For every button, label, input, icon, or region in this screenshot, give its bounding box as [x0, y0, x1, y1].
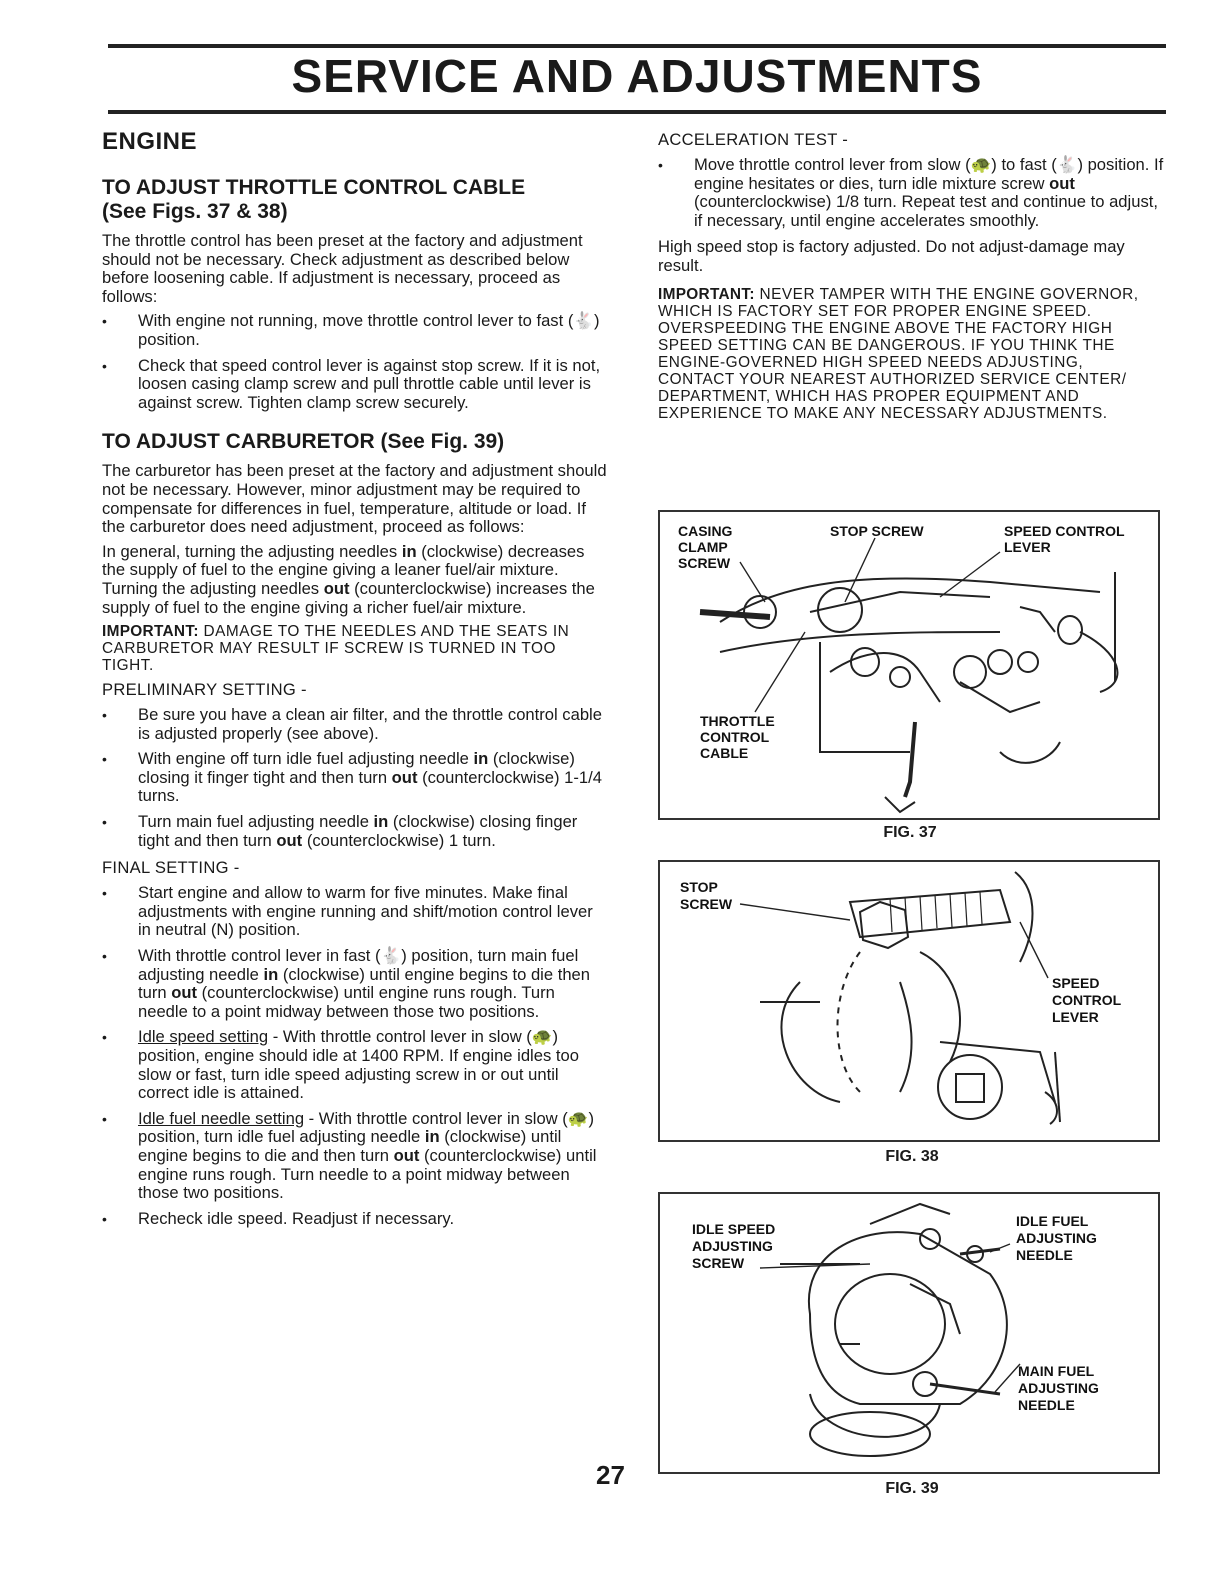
accel-out: out [1049, 173, 1075, 193]
fig39-label-idle-speed-1: IDLE SPEED [692, 1221, 776, 1237]
fig39-label-idle-speed-3: SCREW [692, 1255, 745, 1271]
fig37-label-speed-2: LEVER [1004, 539, 1051, 555]
throttle-step-1: • With engine not running, move throttle control lever to fast (🐇) position. [102, 312, 608, 349]
final-step-2 [102, 947, 608, 1021]
final-step-3 [102, 1028, 608, 1102]
final2-text-c: (counterclockwise) until engine runs rough. Turn needle to a point midway between those two positions. [138, 983, 555, 1021]
figure-39-drawing [660, 1194, 1158, 1472]
carb-intro: The carburetor has been preset at the factory and adjustment should not be necessary. However, minor adjustment may be required to compensate for differences in fuel, temperature, altitude or load. If the carburetor does need adjustment, proceed as follows: [102, 461, 607, 537]
fig39-label-idle-speed-2: ADJUSTING [692, 1238, 773, 1254]
high-speed-note: High speed stop is factory adjusted. Do not adjust-damage may result. [658, 237, 1125, 275]
left-column [102, 128, 608, 1236]
carb-general-out: out [323, 578, 350, 598]
figure-38 [658, 860, 1160, 1142]
figure-37-caption: FIG. 37 [883, 824, 937, 841]
governor-important [658, 286, 1164, 422]
idle-speed-setting-title: Idle speed setting [138, 1027, 269, 1047]
right-column [658, 130, 1164, 428]
carb-general-text-c: (counterclockwise) increases the supply of fuel to the engine giving a richer fuel/air mixture. [102, 578, 595, 617]
final-steps [102, 884, 608, 1228]
carb-important-text: DAMAGE TO THE NEEDLES AND THE SEATS IN CARBURETOR MAY RESULT IF SCREW IS TURNED IN TOO TIGHT. [102, 623, 570, 675]
prelim2-in: in [473, 749, 489, 769]
prelim-step-1: • Be sure you have a clean air filter, and the throttle control cable is adjusted properly (see above). [102, 706, 608, 743]
carb-heading: TO ADJUST CARBURETOR (See Fig. 39) [102, 430, 505, 454]
header-rule-top [108, 44, 1166, 48]
fig38-label-stop-1: STOP [680, 879, 718, 895]
prelim2-text-a: With engine off turn idle fuel adjusting needle [138, 749, 474, 769]
fig37-label-casing-2: CLAMP [678, 539, 728, 555]
figure-37-drawing [660, 512, 1158, 818]
figure-38-drawing [660, 862, 1158, 1140]
final-setting-label: FINAL SETTING - [102, 858, 240, 878]
figure-38-caption: FIG. 38 [885, 1148, 939, 1165]
fig38-label-speed-3: LEVER [1052, 1009, 1099, 1025]
fig38-label-speed-1: SPEED [1052, 975, 1100, 991]
prelim2-text-b: (clockwise) closing it finger tight and then turn [138, 749, 575, 787]
preliminary-steps [102, 706, 608, 850]
prelim3-text-b: (clockwise) closing finger tight and then turn [138, 812, 578, 850]
acceleration-step-1 [658, 156, 1164, 230]
final-step-4 [102, 1110, 608, 1203]
throttle-heading-line1: TO ADJUST THROTTLE CONTROL CABLE [102, 176, 526, 199]
fig39-label-idle-fuel-3: NEEDLE [1016, 1247, 1073, 1263]
fig37-label-throttle-2: CONTROL [700, 729, 770, 745]
prelim-step-3 [102, 813, 608, 850]
fig38-label-speed-2: CONTROL [1052, 992, 1122, 1008]
accel-text-b: (counterclockwise) 1/8 turn. Repeat test and continue to adjust, if necessary, until engine accelerates smoothly. [694, 192, 1158, 230]
prelim3-in: in [373, 812, 389, 832]
fig39-label-main-fuel-3: NEEDLE [1018, 1397, 1075, 1413]
final4-text-b: (clockwise) until engine begins to die and then turn [138, 1127, 562, 1165]
acceleration-steps [658, 156, 1164, 230]
carb-important [102, 623, 608, 674]
throttle-heading-line2: (See Figs. 37 & 38) [102, 200, 288, 223]
prelim-step-2 [102, 750, 608, 806]
carb-important-label: IMPORTANT: [102, 623, 199, 641]
final2-in: in [263, 964, 279, 984]
accel-text-a: Move throttle control lever from slow (🐢) to fast (🐇) position. If engine hesitates or dies, turn idle mixture screw [694, 155, 1164, 193]
acceleration-test-label: ACCELERATION TEST - [658, 130, 849, 149]
header-rule-bottom [108, 110, 1166, 114]
final2-out: out [171, 983, 198, 1003]
governor-important-label: IMPORTANT: [658, 285, 755, 303]
throttle-step-2: • Check that speed control lever is against stop screw. If it is not, loosen casing clamp screw and pull throttle cable until lever is against screw. Tighten clamp screw securely. [102, 357, 608, 413]
figure-39-caption: FIG. 39 [885, 1480, 939, 1497]
carb-general-text-a: In general, turning the adjusting needles [102, 541, 402, 561]
fig37-label-throttle-1: THROTTLE [700, 713, 775, 729]
final4-out: out [393, 1145, 420, 1165]
prelim3-text-c: (counterclockwise) 1 turn. [302, 830, 496, 850]
final2-text-b: (clockwise) until engine begins to die then turn [138, 964, 591, 1003]
idle-fuel-needle-setting-title: Idle fuel needle setting [138, 1108, 305, 1128]
prelim3-out: out [276, 830, 303, 850]
carb-general-text-b: (clockwise) decreases the supply of fuel to the engine giving a leaner fuel/air mixture. Turning the adjusting needles [102, 541, 585, 598]
fig37-label-speed-1: SPEED CONTROL [1004, 523, 1125, 539]
prelim2-text-c: (counterclockwise) 1-1/4 turns. [138, 767, 602, 806]
figure-39 [658, 1192, 1160, 1474]
final-step-5: • Recheck idle speed. Readjust if necessary. [102, 1210, 608, 1229]
prelim3-text-a: Turn main fuel adjusting needle [138, 812, 374, 832]
section-heading-engine: ENGINE [102, 128, 198, 155]
throttle-heading [102, 176, 608, 224]
fig38-label-stop-2: SCREW [680, 896, 733, 912]
final3-text: - With throttle control lever in slow (🐢) position, engine should idle at 1400 RPM. If engine idles too slow or fast, turn idle speed adjusting screw in or out until correct idle is attained. [138, 1027, 579, 1103]
preliminary-setting-label: PRELIMINARY SETTING - [102, 680, 307, 700]
fig37-label-casing-3: SCREW [678, 555, 731, 571]
governor-important-text: NEVER TAMPER WITH THE ENGINE GOVERNOR, WHICH IS FACTORY SET FOR PROPER ENGINE SPEED. OVERSPEEDING THE ENGINE ABOVE THE FACTORY HIGH SPEED SETTING CAN BE DANGEROUS. IF YOU THINK THE ENGINE-GOVERNED HIGH SPEED NEEDS ADJUSTING, CONTACT YOUR NEAREST AUTHORIZED SERVICE CENTER/ DEPARTMENT, WHICH HAS PROPER EQUIPMENT AND EXPERIENCE TO MAKE ANY NECESSARY ADJUSTMENTS. [658, 285, 1139, 422]
final-step-1: • Start engine and allow to warm for five minutes. Make final adjustments with engine running and shift/motion control lever in neutral (N) position. [102, 884, 608, 940]
final4-in: in [424, 1127, 440, 1147]
carb-general [102, 543, 608, 617]
fig39-label-idle-fuel-2: ADJUSTING [1016, 1230, 1097, 1246]
fig37-label-stop: STOP SCREW [830, 523, 924, 539]
fig37-label-throttle-3: CABLE [700, 745, 749, 761]
fig39-label-idle-fuel-1: IDLE FUEL [1016, 1213, 1089, 1229]
prelim2-out: out [391, 767, 418, 787]
fig39-label-main-fuel-2: ADJUSTING [1018, 1380, 1099, 1396]
figure-37 [658, 510, 1160, 820]
final4-text-a: - With throttle control lever in slow (🐢) position, turn idle fuel adjusting needle [138, 1108, 594, 1147]
final4-text-c: (counterclockwise) until engine runs rough. Turn needle to a point midway between those two positions. [138, 1145, 597, 1203]
throttle-intro: The throttle control has been preset at the factory and adjustment should not be necessary. Check adjustment as described below before loosening cable. If adjustment is necessary, proceed as follows: [102, 231, 583, 306]
final2-text-a: With throttle control lever in fast (🐇) position, turn main fuel adjusting needle [138, 946, 579, 984]
fig39-label-main-fuel-1: MAIN FUEL [1018, 1363, 1095, 1379]
page-number: 27 [596, 1460, 625, 1490]
fig37-label-casing-1: CASING [678, 523, 733, 539]
carb-general-in: in [401, 541, 417, 561]
throttle-steps [102, 312, 608, 412]
page-title: SERVICE AND ADJUSTMENTS [291, 50, 983, 102]
